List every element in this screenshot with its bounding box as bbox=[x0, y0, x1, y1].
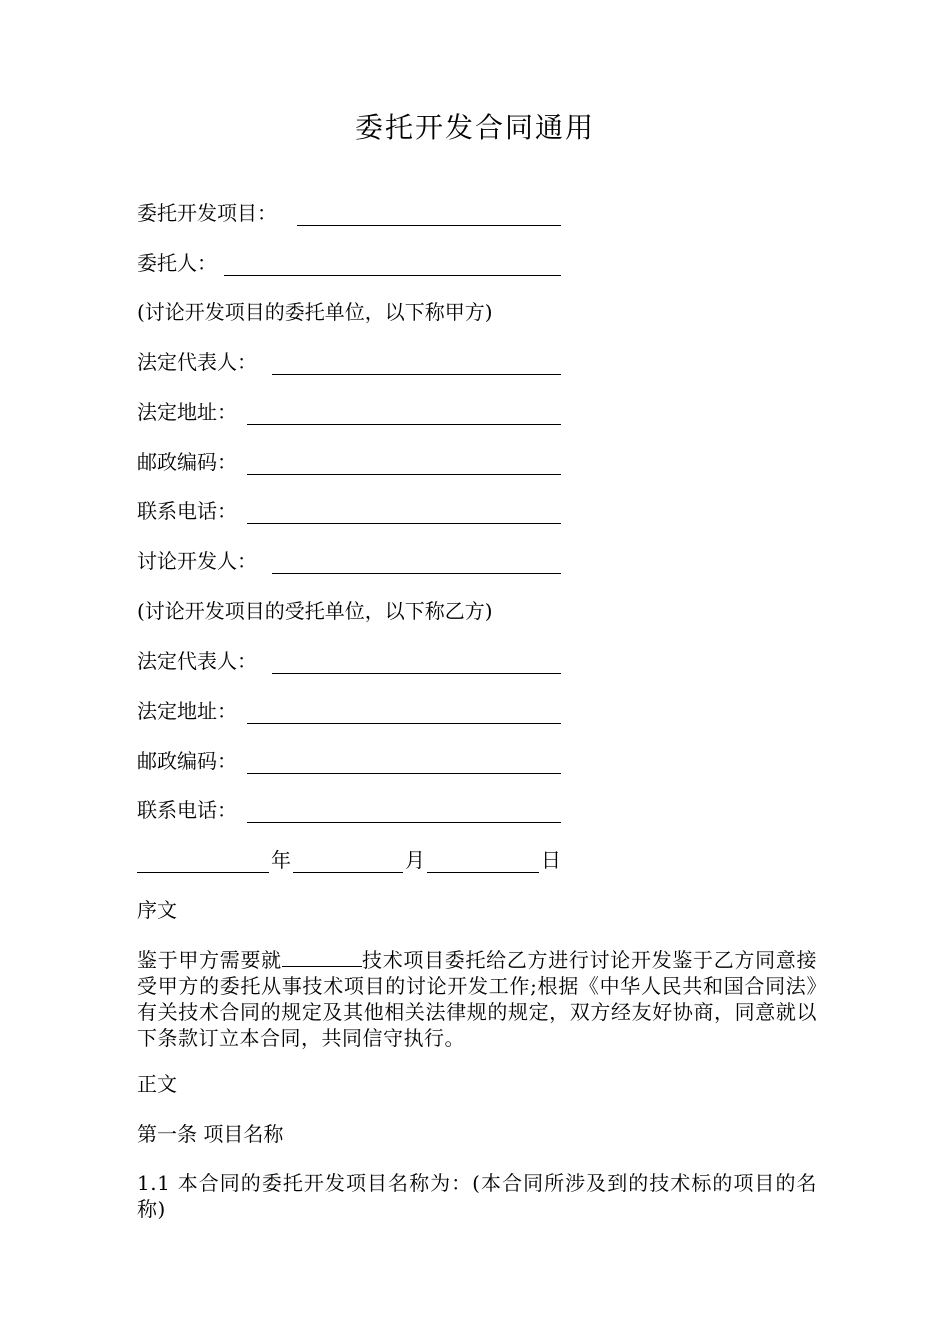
field-b-address bbox=[137, 697, 237, 725]
field-a-address bbox=[137, 398, 237, 426]
preamble-heading: 序文 bbox=[137, 898, 177, 922]
field-label: 法定代表人： bbox=[137, 350, 257, 374]
month-blank bbox=[293, 846, 403, 873]
field-a-representative bbox=[137, 348, 257, 376]
fill-blank bbox=[247, 747, 561, 774]
document-title: 委托开发合同通用 bbox=[354, 111, 595, 144]
fill-blank bbox=[224, 249, 561, 276]
fill-blank bbox=[247, 796, 561, 823]
fill-blank bbox=[247, 398, 561, 425]
field-client bbox=[137, 249, 217, 277]
field-label: 邮政编码： bbox=[137, 749, 237, 773]
fill-blank bbox=[247, 497, 561, 524]
day-label: 日 bbox=[541, 848, 561, 872]
preamble-text-start: 鉴于甲方需要就 bbox=[137, 948, 282, 972]
field-label: 联系电话： bbox=[137, 798, 237, 822]
field-label: 法定地址： bbox=[137, 400, 237, 424]
date-line bbox=[137, 846, 567, 874]
preamble-text-rest: 技术项目委托给乙方进行讨论开发鉴于乙方同意接受甲方的委托从事技术项目的讨论开发工作;根据《中华人民共和国合同法》有关技术合同的规定及其他相关法律规的规定，双方经友好协商，同意就以下条款订立本合同，共同信守执行。 bbox=[137, 948, 818, 1050]
year-blank bbox=[137, 846, 269, 873]
body-heading: 正文 bbox=[137, 1072, 177, 1096]
fill-blank bbox=[272, 547, 561, 574]
field-label: 邮政编码： bbox=[137, 450, 237, 474]
field-label: 联系电话： bbox=[137, 499, 237, 523]
project-blank bbox=[282, 946, 362, 967]
field-b-phone bbox=[137, 796, 237, 824]
fill-blank bbox=[297, 199, 561, 226]
day-blank bbox=[427, 846, 539, 873]
field-a-phone bbox=[137, 497, 237, 525]
field-project bbox=[137, 199, 277, 227]
fill-blank bbox=[272, 647, 561, 674]
field-label: 讨论开发人： bbox=[137, 549, 257, 573]
fill-blank bbox=[247, 448, 561, 475]
field-label: 委托开发项目： bbox=[137, 201, 277, 225]
field-developer bbox=[137, 547, 257, 575]
field-label: 法定地址： bbox=[137, 699, 237, 723]
article-1-clause-1: 1.1 本合同的委托开发项目名称为：(本合同所涉及到的技术标的项目的名称) bbox=[137, 1171, 817, 1221]
field-label: 法定代表人： bbox=[137, 649, 257, 673]
fill-blank bbox=[272, 348, 561, 375]
client-note: (讨论开发项目的委托单位，以下称甲方) bbox=[137, 300, 493, 324]
preamble-paragraph bbox=[137, 946, 817, 1051]
fill-blank bbox=[247, 697, 561, 724]
field-b-representative bbox=[137, 647, 257, 675]
field-label: 委托人： bbox=[137, 251, 217, 275]
year-label: 年 bbox=[271, 848, 291, 872]
month-label: 月 bbox=[405, 848, 425, 872]
developer-note: (讨论开发项目的受托单位，以下称乙方) bbox=[137, 599, 493, 623]
article-1-heading: 第一条 项目名称 bbox=[137, 1122, 284, 1146]
field-b-zip bbox=[137, 747, 237, 775]
field-a-zip bbox=[137, 448, 237, 476]
